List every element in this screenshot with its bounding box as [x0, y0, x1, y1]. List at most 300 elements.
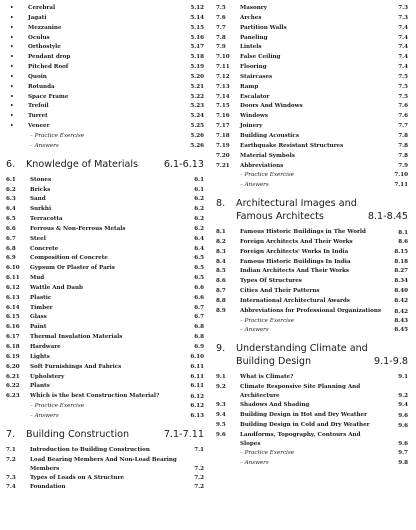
- entry-number: 6.10: [6, 265, 20, 272]
- toc-entry[interactable]: [216, 373, 408, 383]
- entry-page: 7.1: [194, 446, 204, 453]
- entry-title: Famous Historic Buildings In India: [240, 258, 351, 265]
- entry-number: 6.3: [6, 196, 16, 203]
- chapter-title: [236, 197, 368, 223]
- entry-page: 8.40: [394, 288, 408, 295]
- entry-page: 9.2: [398, 393, 408, 400]
- chapter-title-line1: Architectural Images and: [236, 198, 357, 210]
- entry-number: 9.4: [216, 412, 226, 418]
- entry-title: Pendant drop: [28, 54, 71, 61]
- entry-number: 6.11: [6, 275, 20, 282]
- chapter-heading: [6, 428, 204, 441]
- entry-number: 7.18: [216, 132, 230, 139]
- entry-number: 6.17: [6, 334, 20, 341]
- entry-title: Abbreviations: [240, 162, 284, 169]
- entry-title: – Answers: [240, 182, 269, 189]
- bullet-icon: •: [10, 54, 14, 61]
- entry-title: Sand: [30, 196, 46, 203]
- toc-entry[interactable]: [216, 277, 408, 287]
- toc-entry[interactable]: [216, 401, 408, 411]
- chapter-title: Knowledge of Materials: [26, 158, 139, 170]
- toc-entry[interactable]: [6, 245, 204, 255]
- toc-subentry[interactable]: [216, 181, 408, 191]
- toc-entry[interactable]: [6, 373, 204, 383]
- entry-page: 6.9: [194, 344, 204, 350]
- toc-entry[interactable]: [6, 474, 204, 484]
- entry-number: 6.1: [6, 176, 16, 183]
- toc-entry[interactable]: [216, 4, 408, 14]
- entry-title: Glass: [30, 314, 47, 321]
- chapter8-list: [216, 228, 408, 336]
- entry-page: 5.26: [190, 132, 204, 139]
- entry-title: – Answers: [30, 412, 59, 419]
- toc-entry[interactable]: [6, 483, 204, 493]
- toc-entry[interactable]: [216, 63, 408, 73]
- toc-entry[interactable]: [6, 363, 204, 373]
- entry-title: Building Design in Cold and Dry Weather: [240, 421, 370, 428]
- toc-right-column: [216, 4, 408, 470]
- entry-title: Introduction to Building Construction: [30, 446, 150, 453]
- toc-entry[interactable]: [6, 274, 204, 284]
- toc-entry[interactable]: [216, 102, 408, 112]
- entry-title: Upholstery: [30, 373, 65, 380]
- chapter-heading: [6, 158, 204, 171]
- entry-title: Abbreviations for Professional Organizations: [240, 307, 382, 314]
- entry-title: Foreign Architects' Works In India: [240, 248, 349, 255]
- toc-entry[interactable]: [6, 254, 204, 264]
- toc-entry[interactable]: [6, 235, 204, 245]
- toc-entry[interactable]: [6, 43, 204, 53]
- entry-number: 8.2: [216, 238, 226, 245]
- entry-title: Flooring: [240, 64, 267, 71]
- entry-page: 8.18: [394, 258, 408, 265]
- entry-number: 7.6: [216, 14, 226, 21]
- entry-title: What is Climate?: [240, 374, 294, 381]
- entry-page: 9.4: [398, 402, 408, 409]
- entry-title: Trefoil: [28, 103, 49, 110]
- entry-number: 7.20: [216, 152, 230, 159]
- entry-number: 8.4: [216, 258, 226, 265]
- entry-page: 9.6: [398, 440, 408, 447]
- entry-page: 6.11: [190, 363, 204, 370]
- entry-page: 6.2: [194, 225, 204, 232]
- toc-entry[interactable]: [6, 195, 204, 205]
- entry-number: 7.17: [216, 123, 230, 130]
- entry-title: Soft Furnishings And Fabrics: [30, 363, 122, 370]
- entry-page: 7.4: [398, 44, 408, 51]
- toc-entry[interactable]: [6, 73, 204, 83]
- entry-title: Plants: [30, 383, 50, 390]
- entry-number: 9.2: [216, 384, 226, 391]
- entry-title: Escalator: [240, 93, 270, 100]
- entry-page: 7.9: [398, 162, 408, 169]
- toc-entry[interactable]: [216, 152, 408, 162]
- toc-entry[interactable]: [6, 264, 204, 274]
- entry-number: 6.6: [6, 225, 16, 232]
- entry-page: 7.2: [194, 465, 204, 472]
- toc-subentry[interactable]: [6, 142, 204, 152]
- toc-entry[interactable]: [216, 421, 408, 431]
- toc-entry[interactable]: [6, 83, 204, 93]
- toc-subentry[interactable]: [6, 402, 204, 412]
- entry-title: Terracotta: [30, 216, 63, 223]
- entry-page: 8.1: [398, 229, 408, 236]
- entry-page: 5.18: [190, 54, 204, 61]
- entry-number: 6.7: [6, 235, 16, 242]
- entry-number: 6.21: [6, 373, 20, 380]
- entry-title: Climate Responsive Site Planning And Architecture: [240, 384, 361, 400]
- entry-page: 6.6: [194, 294, 204, 301]
- entry-number: 6.18: [6, 344, 20, 350]
- entry-title: Famous Historic Buildings in The World: [240, 229, 366, 236]
- toc-subentry[interactable]: [216, 317, 408, 327]
- toc-entry[interactable]: [216, 142, 408, 152]
- toc-entry[interactable]: [216, 267, 408, 277]
- entry-title: Ramp: [240, 83, 259, 90]
- toc-entry[interactable]: [6, 456, 204, 474]
- entry-title: Veneer: [28, 123, 50, 130]
- entry-number: 6.15: [6, 314, 20, 321]
- chapter-pages: 6.1-6.13: [163, 158, 204, 170]
- entry-number: 7.14: [216, 93, 230, 100]
- entry-number: 7.5: [216, 5, 226, 11]
- entry-number: 6.19: [6, 353, 20, 360]
- entry-page: 9.8: [398, 459, 408, 466]
- entry-page: 6.1: [194, 176, 204, 183]
- entry-page: 9.6: [398, 412, 408, 419]
- toc-entry[interactable]: [6, 63, 204, 73]
- entry-title: Rotunda: [28, 83, 55, 90]
- entry-page: 7.3: [398, 5, 408, 11]
- entry-title: – Practice Exercise: [240, 317, 295, 324]
- entry-title: Paint: [30, 324, 47, 331]
- toc-entry[interactable]: [216, 411, 408, 421]
- entry-title: Surkhi: [30, 206, 52, 213]
- toc-entry[interactable]: [6, 14, 204, 24]
- toc-subentry[interactable]: [6, 132, 204, 142]
- entry-title: Ferrous & Non-Ferrous Metals: [30, 225, 126, 232]
- entry-title: – Answers: [240, 459, 269, 466]
- toc-entry[interactable]: [216, 34, 408, 44]
- entry-page: 5.14: [190, 14, 204, 21]
- entry-title: Types of Loads on A Structure: [30, 474, 124, 481]
- toc-entry[interactable]: [6, 122, 204, 132]
- entry-number: 9.5: [216, 421, 226, 428]
- entry-title: Quoin: [28, 73, 47, 80]
- entry-title: Gypsum Or Plaster of Paris: [30, 265, 115, 272]
- toc-entry[interactable]: [6, 24, 204, 34]
- entry-title: Lintels: [240, 44, 262, 51]
- entry-page: 6.5: [194, 275, 204, 282]
- chapter-heading: [216, 197, 408, 223]
- entry-title: Timber: [30, 304, 53, 311]
- entry-title: Paneling: [240, 34, 268, 41]
- toc-entry[interactable]: [6, 112, 204, 122]
- chapter-title-line2: Famous Architects: [236, 211, 324, 223]
- entry-page: 8.42: [394, 308, 408, 315]
- entry-title: Pitched Roof: [28, 64, 69, 71]
- entry-number: 6.14: [6, 304, 20, 311]
- toc-entry[interactable]: [216, 83, 408, 93]
- entry-page: 6.6: [194, 284, 204, 291]
- entry-page: 8.42: [394, 297, 408, 304]
- toc-entry[interactable]: [216, 287, 408, 297]
- toc-entry[interactable]: [216, 258, 408, 268]
- entry-number: 6.16: [6, 324, 20, 331]
- entry-number: 8.8: [216, 297, 226, 304]
- entry-page: 5.12: [190, 5, 204, 11]
- toc-entry[interactable]: [216, 132, 408, 142]
- entry-number: 8.3: [216, 248, 226, 255]
- entry-page: 6.1: [194, 186, 204, 193]
- entry-page: 9.6: [398, 422, 408, 429]
- entry-number: 8.1: [216, 229, 226, 236]
- entry-title: Concrete: [30, 245, 59, 252]
- chapter-pages: 7.1-7.11: [163, 428, 204, 440]
- bullet-icon: •: [10, 64, 14, 71]
- toc-entry[interactable]: [6, 284, 204, 294]
- entry-number: 6.13: [6, 294, 20, 301]
- entry-title: Partition Walls: [240, 24, 287, 31]
- entry-page: 7.8: [398, 132, 408, 139]
- toc-entry[interactable]: [6, 4, 204, 14]
- entry-number: 6.12: [6, 284, 20, 291]
- chapter-heading: [216, 342, 408, 368]
- entry-title: Jagati: [28, 14, 47, 21]
- entry-page: 5.21: [190, 83, 204, 90]
- entry-page: 6.11: [190, 383, 204, 390]
- entry-page: 6.5: [194, 265, 204, 272]
- toc-subentry[interactable]: [216, 326, 408, 336]
- toc-entry[interactable]: [6, 102, 204, 112]
- toc-entry[interactable]: [216, 53, 408, 63]
- entry-title: Which is the best Construction Material?: [30, 393, 160, 400]
- chapter6-list: [6, 176, 204, 422]
- entry-page: 6.12: [190, 403, 204, 410]
- entry-page: 7.4: [398, 64, 408, 71]
- entry-title: Staircases: [240, 73, 273, 80]
- entry-title: Thermal Insulation Materials: [30, 334, 123, 341]
- entry-page: 6.4: [194, 235, 204, 242]
- toc-entry[interactable]: [216, 43, 408, 53]
- toc-entry[interactable]: [6, 93, 204, 103]
- entry-page: 8.34: [394, 278, 408, 285]
- entry-title: Joinery: [240, 123, 263, 130]
- toc-entry[interactable]: [6, 333, 204, 343]
- chapter-pages: 9.1-9.8: [374, 356, 408, 368]
- entry-number: 7.4: [6, 484, 16, 491]
- entry-title: Lights: [30, 353, 50, 360]
- entry-page: 5.26: [190, 142, 204, 149]
- entry-page: 5.17: [190, 44, 204, 51]
- entry-page: 6.2: [194, 206, 204, 213]
- toc-entry[interactable]: [216, 93, 408, 103]
- entry-title: Hardware: [30, 344, 61, 350]
- bullet-icon: •: [10, 44, 14, 51]
- entry-number: 7.19: [216, 142, 230, 149]
- entry-page: 7.5: [398, 83, 408, 90]
- entry-page: 6.12: [190, 394, 204, 401]
- entry-title: Foundation: [30, 484, 66, 491]
- entry-page: 7.5: [398, 93, 408, 100]
- entry-page: 5.25: [190, 123, 204, 130]
- toc-entry[interactable]: [6, 205, 204, 215]
- entry-title: Windows: [240, 113, 268, 120]
- toc-left-column: [6, 4, 204, 495]
- entry-number: 7.12: [216, 73, 230, 80]
- toc-entry[interactable]: [6, 34, 204, 44]
- entry-page: 7.4: [398, 34, 408, 41]
- bullet-icon: •: [10, 24, 14, 31]
- entry-page: 9.1: [398, 374, 408, 381]
- bullet-icon: •: [10, 113, 14, 120]
- toc-entry[interactable]: [216, 122, 408, 132]
- toc-entry[interactable]: [6, 323, 204, 333]
- toc-entry[interactable]: [216, 162, 408, 172]
- entry-title: Arches: [240, 14, 262, 21]
- chapter7-cont-list: [216, 4, 408, 191]
- toc-entry[interactable]: [6, 313, 204, 323]
- entry-page: 8.6: [398, 238, 408, 245]
- entry-number: 7.9: [216, 44, 226, 51]
- entry-title: Cerebral: [28, 5, 56, 11]
- toc-entry[interactable]: [6, 304, 204, 314]
- entry-title: Foreign Architects And Their Works: [240, 238, 353, 245]
- entry-page: 5.22: [190, 93, 204, 100]
- toc-entry[interactable]: [216, 248, 408, 258]
- toc-entry[interactable]: [216, 297, 408, 307]
- chapter-number: 7.: [6, 428, 16, 440]
- entry-number: 8.7: [216, 288, 226, 295]
- entry-title: – Practice Exercise: [30, 403, 85, 410]
- chapter-number: 9.: [216, 343, 226, 355]
- entry-page: 6.11: [190, 373, 204, 380]
- entry-title: Turret: [28, 113, 48, 120]
- toc-subentry[interactable]: [216, 459, 408, 469]
- entry-page: 6.2: [194, 196, 204, 203]
- entry-page: 7.7: [398, 123, 408, 130]
- toc-entry[interactable]: [216, 14, 408, 24]
- entry-page: 6.4: [194, 245, 204, 252]
- entry-number: 7.21: [216, 162, 230, 169]
- chapter5-tail-list: [6, 4, 204, 152]
- entry-title: Stones: [30, 176, 52, 183]
- bullet-icon: •: [10, 83, 14, 90]
- bullet-icon: •: [10, 103, 14, 110]
- toc-subentry[interactable]: [216, 171, 408, 181]
- entry-number: 7.7: [216, 24, 226, 31]
- toc-entry[interactable]: [216, 307, 408, 317]
- entry-title: Composition of Concrete: [30, 255, 108, 262]
- toc-entry[interactable]: [6, 343, 204, 353]
- toc-entry[interactable]: [6, 446, 204, 456]
- entry-page: 7.2: [194, 474, 204, 481]
- entry-number: 9.1: [216, 374, 226, 381]
- entry-page: 7.8: [398, 152, 408, 159]
- chapter-number: 6.: [6, 158, 16, 170]
- toc-entry[interactable]: [6, 53, 204, 63]
- toc-entry[interactable]: [6, 186, 204, 196]
- toc-entry[interactable]: [216, 238, 408, 248]
- chapter-title: Building Construction: [26, 428, 130, 440]
- entry-page: 7.2: [194, 484, 204, 491]
- entry-page: 7.11: [394, 182, 408, 189]
- entry-number: 8.9: [216, 307, 226, 314]
- entry-number: 7.8: [216, 34, 226, 41]
- entry-title: Wattle And Daub: [30, 284, 83, 291]
- toc-entry[interactable]: [216, 24, 408, 34]
- entry-number: 7.16: [216, 113, 230, 120]
- toc-entry[interactable]: [216, 73, 408, 83]
- toc-entry[interactable]: [6, 215, 204, 225]
- bullet-icon: •: [10, 73, 14, 80]
- toc-entry[interactable]: [6, 176, 204, 186]
- entry-number: 6.5: [6, 216, 16, 223]
- toc-subentry[interactable]: [6, 412, 204, 422]
- entry-title: Mezzanine: [28, 24, 62, 31]
- entry-number: 7.15: [216, 103, 230, 110]
- entry-number: 8.6: [216, 278, 226, 285]
- bullet-icon: •: [10, 123, 14, 130]
- chapter-title: [236, 342, 374, 368]
- entry-title: Doors And Windows: [240, 103, 303, 110]
- entry-number: 6.22: [6, 383, 20, 390]
- toc-entry[interactable]: [216, 228, 408, 238]
- entry-title: Oculus: [28, 34, 50, 41]
- chapter9-list: [216, 373, 408, 468]
- toc-entry[interactable]: [6, 294, 204, 304]
- toc-entry[interactable]: [216, 112, 408, 122]
- entry-page: 8.43: [394, 317, 408, 324]
- toc-entry[interactable]: [6, 353, 204, 363]
- entry-number: 7.3: [6, 474, 16, 481]
- chapter-title-line1: Understanding Climate and: [236, 343, 368, 355]
- entry-page: 5.15: [190, 24, 204, 31]
- entry-title: Types Of Structures: [240, 278, 302, 285]
- chapter-pages: 8.1-8.45: [367, 211, 408, 223]
- entry-page: 9.7: [398, 449, 408, 456]
- entry-page: 7.4: [398, 54, 408, 61]
- entry-title: – Answers: [240, 327, 269, 334]
- entry-page: 5.19: [190, 64, 204, 71]
- toc-entry[interactable]: [6, 225, 204, 235]
- entry-number: 7.2: [6, 456, 16, 463]
- entry-title: Bricks: [30, 186, 51, 193]
- toc-entry[interactable]: [216, 383, 408, 401]
- toc-subentry[interactable]: [216, 449, 408, 459]
- entry-page: 6.5: [194, 255, 204, 262]
- entry-page: 8.45: [394, 327, 408, 334]
- toc-entry[interactable]: [6, 392, 204, 402]
- entry-number: 7.10: [216, 54, 230, 61]
- entry-page: 5.16: [190, 34, 204, 41]
- entry-title: Steel: [30, 235, 46, 242]
- toc-entry[interactable]: [6, 382, 204, 392]
- toc-entry[interactable]: [216, 431, 408, 449]
- bullet-icon: •: [10, 14, 14, 21]
- entry-page: 6.2: [194, 216, 204, 223]
- entry-page: 7.6: [398, 113, 408, 120]
- entry-page: 8.15: [394, 248, 408, 255]
- entry-title: Load Bearing Members And Non-Load Bearing Members: [30, 456, 177, 472]
- entry-number: 9.3: [216, 402, 226, 409]
- entry-page: 5.23: [190, 103, 204, 110]
- entry-page: 7.10: [394, 172, 408, 179]
- entry-number: 6.4: [6, 206, 16, 213]
- entry-number: 6.2: [6, 186, 16, 193]
- entry-title: Shadows And Shading: [240, 402, 310, 409]
- entry-title: Building Design in Hot and Dry Weather: [240, 412, 368, 418]
